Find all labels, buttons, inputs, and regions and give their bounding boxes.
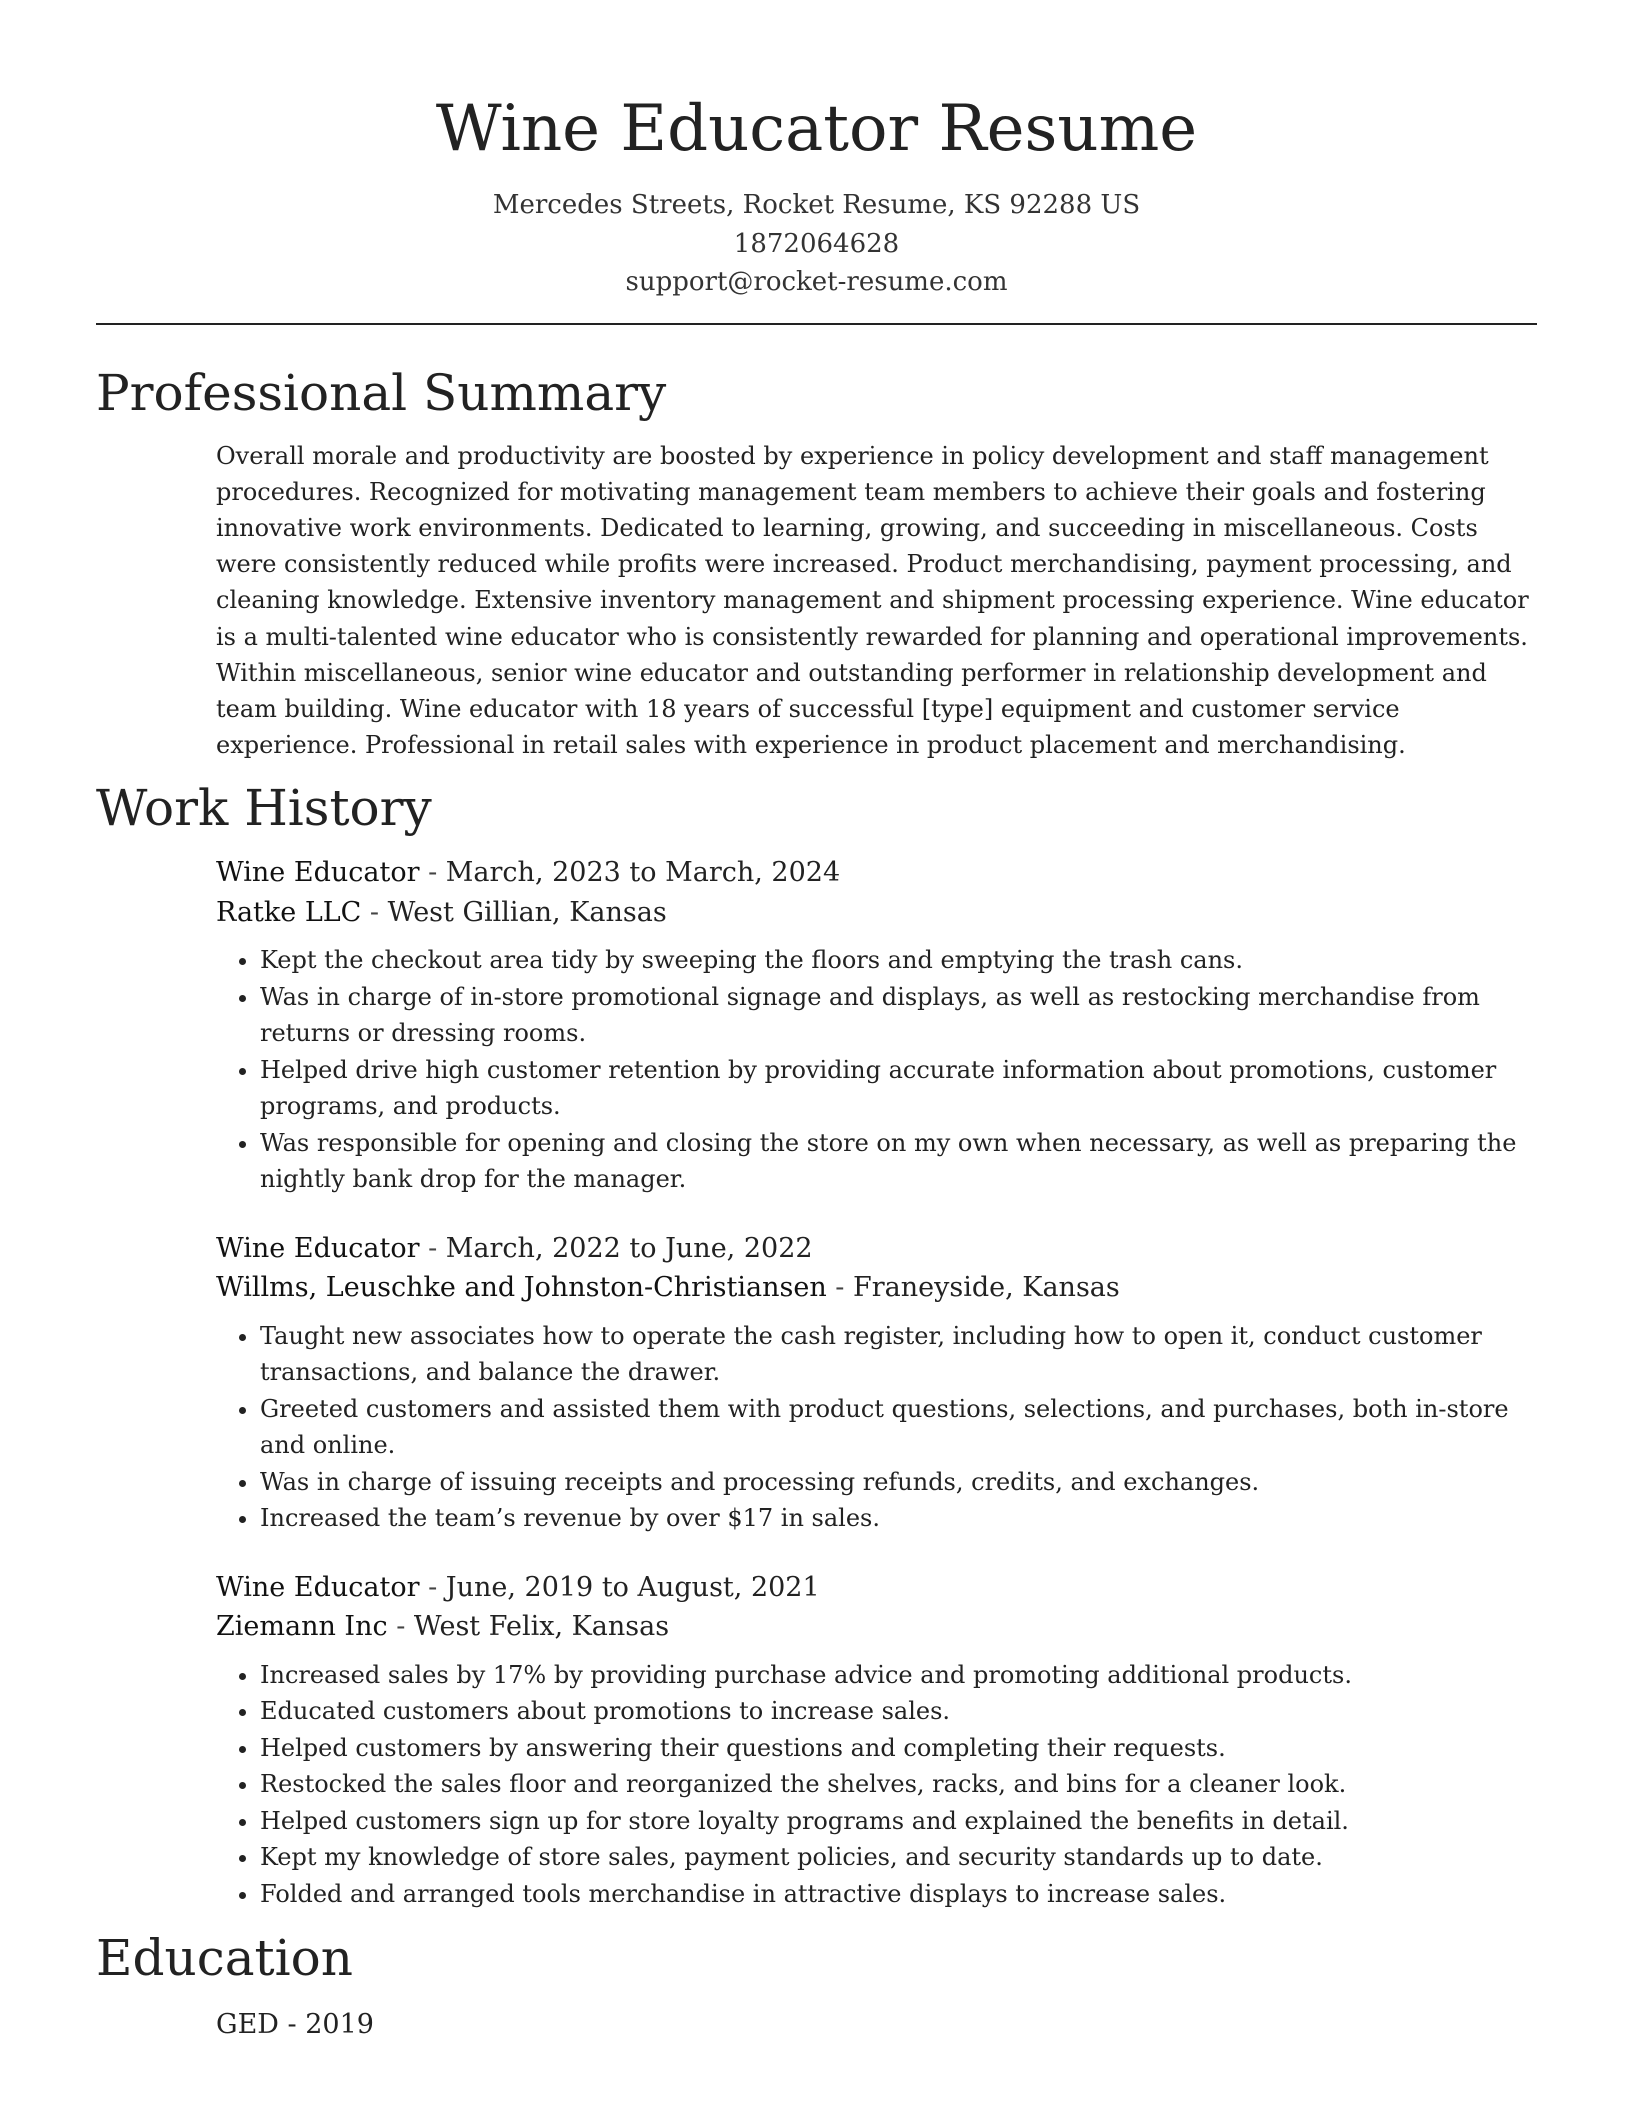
job-bullet: • Increased sales by 17% by providing purchase advice and promoting additional products. (260, 1657, 1537, 1694)
title-date-separator: - (419, 857, 446, 889)
job-title-line (216, 853, 1537, 893)
job-location: West Felix, Kansas (413, 1611, 670, 1643)
job-location: Franeyside, Kansas (853, 1272, 1120, 1304)
job-bullet: • Helped customers sign up for store loyalty programs and explained the benefits in detail. (260, 1803, 1537, 1840)
job-bullet: • Increased the team’s revenue by over $17 in sales. (260, 1500, 1537, 1537)
job-entry (216, 853, 1537, 1198)
resume-header (96, 0, 1537, 302)
header-divider (96, 323, 1537, 325)
title-date-separator: - (419, 1232, 446, 1264)
job-company: Ziemann Inc (216, 1611, 388, 1643)
job-bullet: • Kept my knowledge of store sales, payment policies, and security standards up to date. (260, 1839, 1537, 1876)
job-company-line (216, 893, 1537, 933)
job-position: Wine Educator (216, 857, 420, 889)
education-year: 2019 (305, 2009, 374, 2041)
company-location-separator: - (826, 1272, 854, 1304)
job-bullet: • Helped drive high customer retention by providing accurate information about promotions, customer programs, and products. (260, 1052, 1537, 1125)
job-position: Wine Educator (216, 1232, 420, 1264)
education-section (96, 1925, 1537, 2044)
job-bullet: • Restocked the sales floor and reorganized the shelves, racks, and bins for a cleaner look. (260, 1766, 1537, 1803)
job-bullet: • Was in charge of issuing receipts and processing refunds, credits, and exchanges. (260, 1464, 1537, 1501)
job-bullet: • Greeted customers and assisted them with product questions, selections, and purchases, both in-store and online. (260, 1391, 1537, 1464)
job-company-line (216, 1607, 1537, 1647)
job-dates: March, 2022 to June, 2022 (445, 1232, 813, 1264)
job-company: Ratke LLC (216, 896, 362, 928)
job-bullets (216, 942, 1537, 1198)
job-bullet: • Taught new associates how to operate the cash register, including how to open it, conduct customer transactions, and balance the drawer. (260, 1318, 1537, 1391)
work-history-heading: Work History (96, 779, 432, 838)
job-position: Wine Educator (216, 1571, 420, 1603)
job-bullet: • Folded and arranged tools merchandise in attractive displays to increase sales. (260, 1876, 1537, 1913)
job-dates: June, 2019 to August, 2021 (445, 1571, 820, 1603)
title-date-separator: - (419, 1571, 446, 1603)
job-bullet: • Was in charge of in-store promotional signage and displays, as well as restocking merchandise from returns or dressing rooms. (260, 979, 1537, 1052)
job-title-line (216, 1568, 1537, 1608)
education-heading: Education (96, 1929, 353, 1988)
job-entry (216, 1568, 1537, 1913)
job-bullet: • Was responsible for opening and closing the store on my own when necessary, as well as preparing the nightly bank drop for the manager. (260, 1125, 1537, 1198)
job-bullet: • Helped customers by answering their questions and completing their requests. (260, 1730, 1537, 1767)
job-bullets (216, 1318, 1537, 1537)
job-location: West Gillian, Kansas (387, 896, 667, 928)
contact-email: support@rocket-resume.com (625, 267, 1008, 297)
summary-section (96, 360, 1537, 764)
job-bullet: • Educated customers about promotions to increase sales. (260, 1693, 1537, 1730)
contact-phone: 1872064628 (733, 228, 900, 259)
summary-text: Overall morale and productivity are boosted by experience in policy development and staff management procedures. Recognized for motivating management team members to achieve their goals and fostering innovative work environments. Dedicated to learning, growing, and succeeding in miscellaneous. Costs were consistently reduced while profits were increased. Product merchandising, payment processing, and cleaning knowledge. Extensive inventory management and shipment processing experience. Wine educator is a multi-talented wine educator who is consistently rewarded for planning and operational improvements. Within miscellaneous, senior wine educator and outstanding performer in relationship development and team building. Wine educator with 18 years of successful [type] equipment and customer service experience. Professional in retail sales with experience in product placement and merchandising. (216, 441, 1529, 760)
education-degree: GED (216, 2009, 279, 2041)
contact-address: Mercedes Streets, Rocket Resume, KS 92288 US (492, 190, 1141, 220)
job-title-line (216, 1229, 1537, 1269)
company-location-separator: - (387, 1611, 414, 1643)
contact-block (96, 186, 1537, 302)
company-location-separator: - (361, 896, 388, 928)
resume-title: Wine Educator Resume (435, 92, 1198, 166)
job-company-line (216, 1268, 1537, 1308)
degree-year-separator: - (278, 2009, 306, 2041)
work-history-section (96, 775, 1537, 1912)
job-bullets (216, 1657, 1537, 1913)
resume-page (96, 0, 1537, 2044)
job-dates: March, 2023 to March, 2024 (445, 857, 841, 889)
summary-heading: Professional Summary (96, 363, 667, 422)
job-bullet: • Kept the checkout area tidy by sweeping the floors and emptying the trash cans. (260, 942, 1537, 979)
job-entry (216, 1229, 1537, 1537)
education-entry (216, 2005, 1537, 2044)
job-company: Willms, Leuschke and Johnston-Christiansen (216, 1272, 827, 1304)
